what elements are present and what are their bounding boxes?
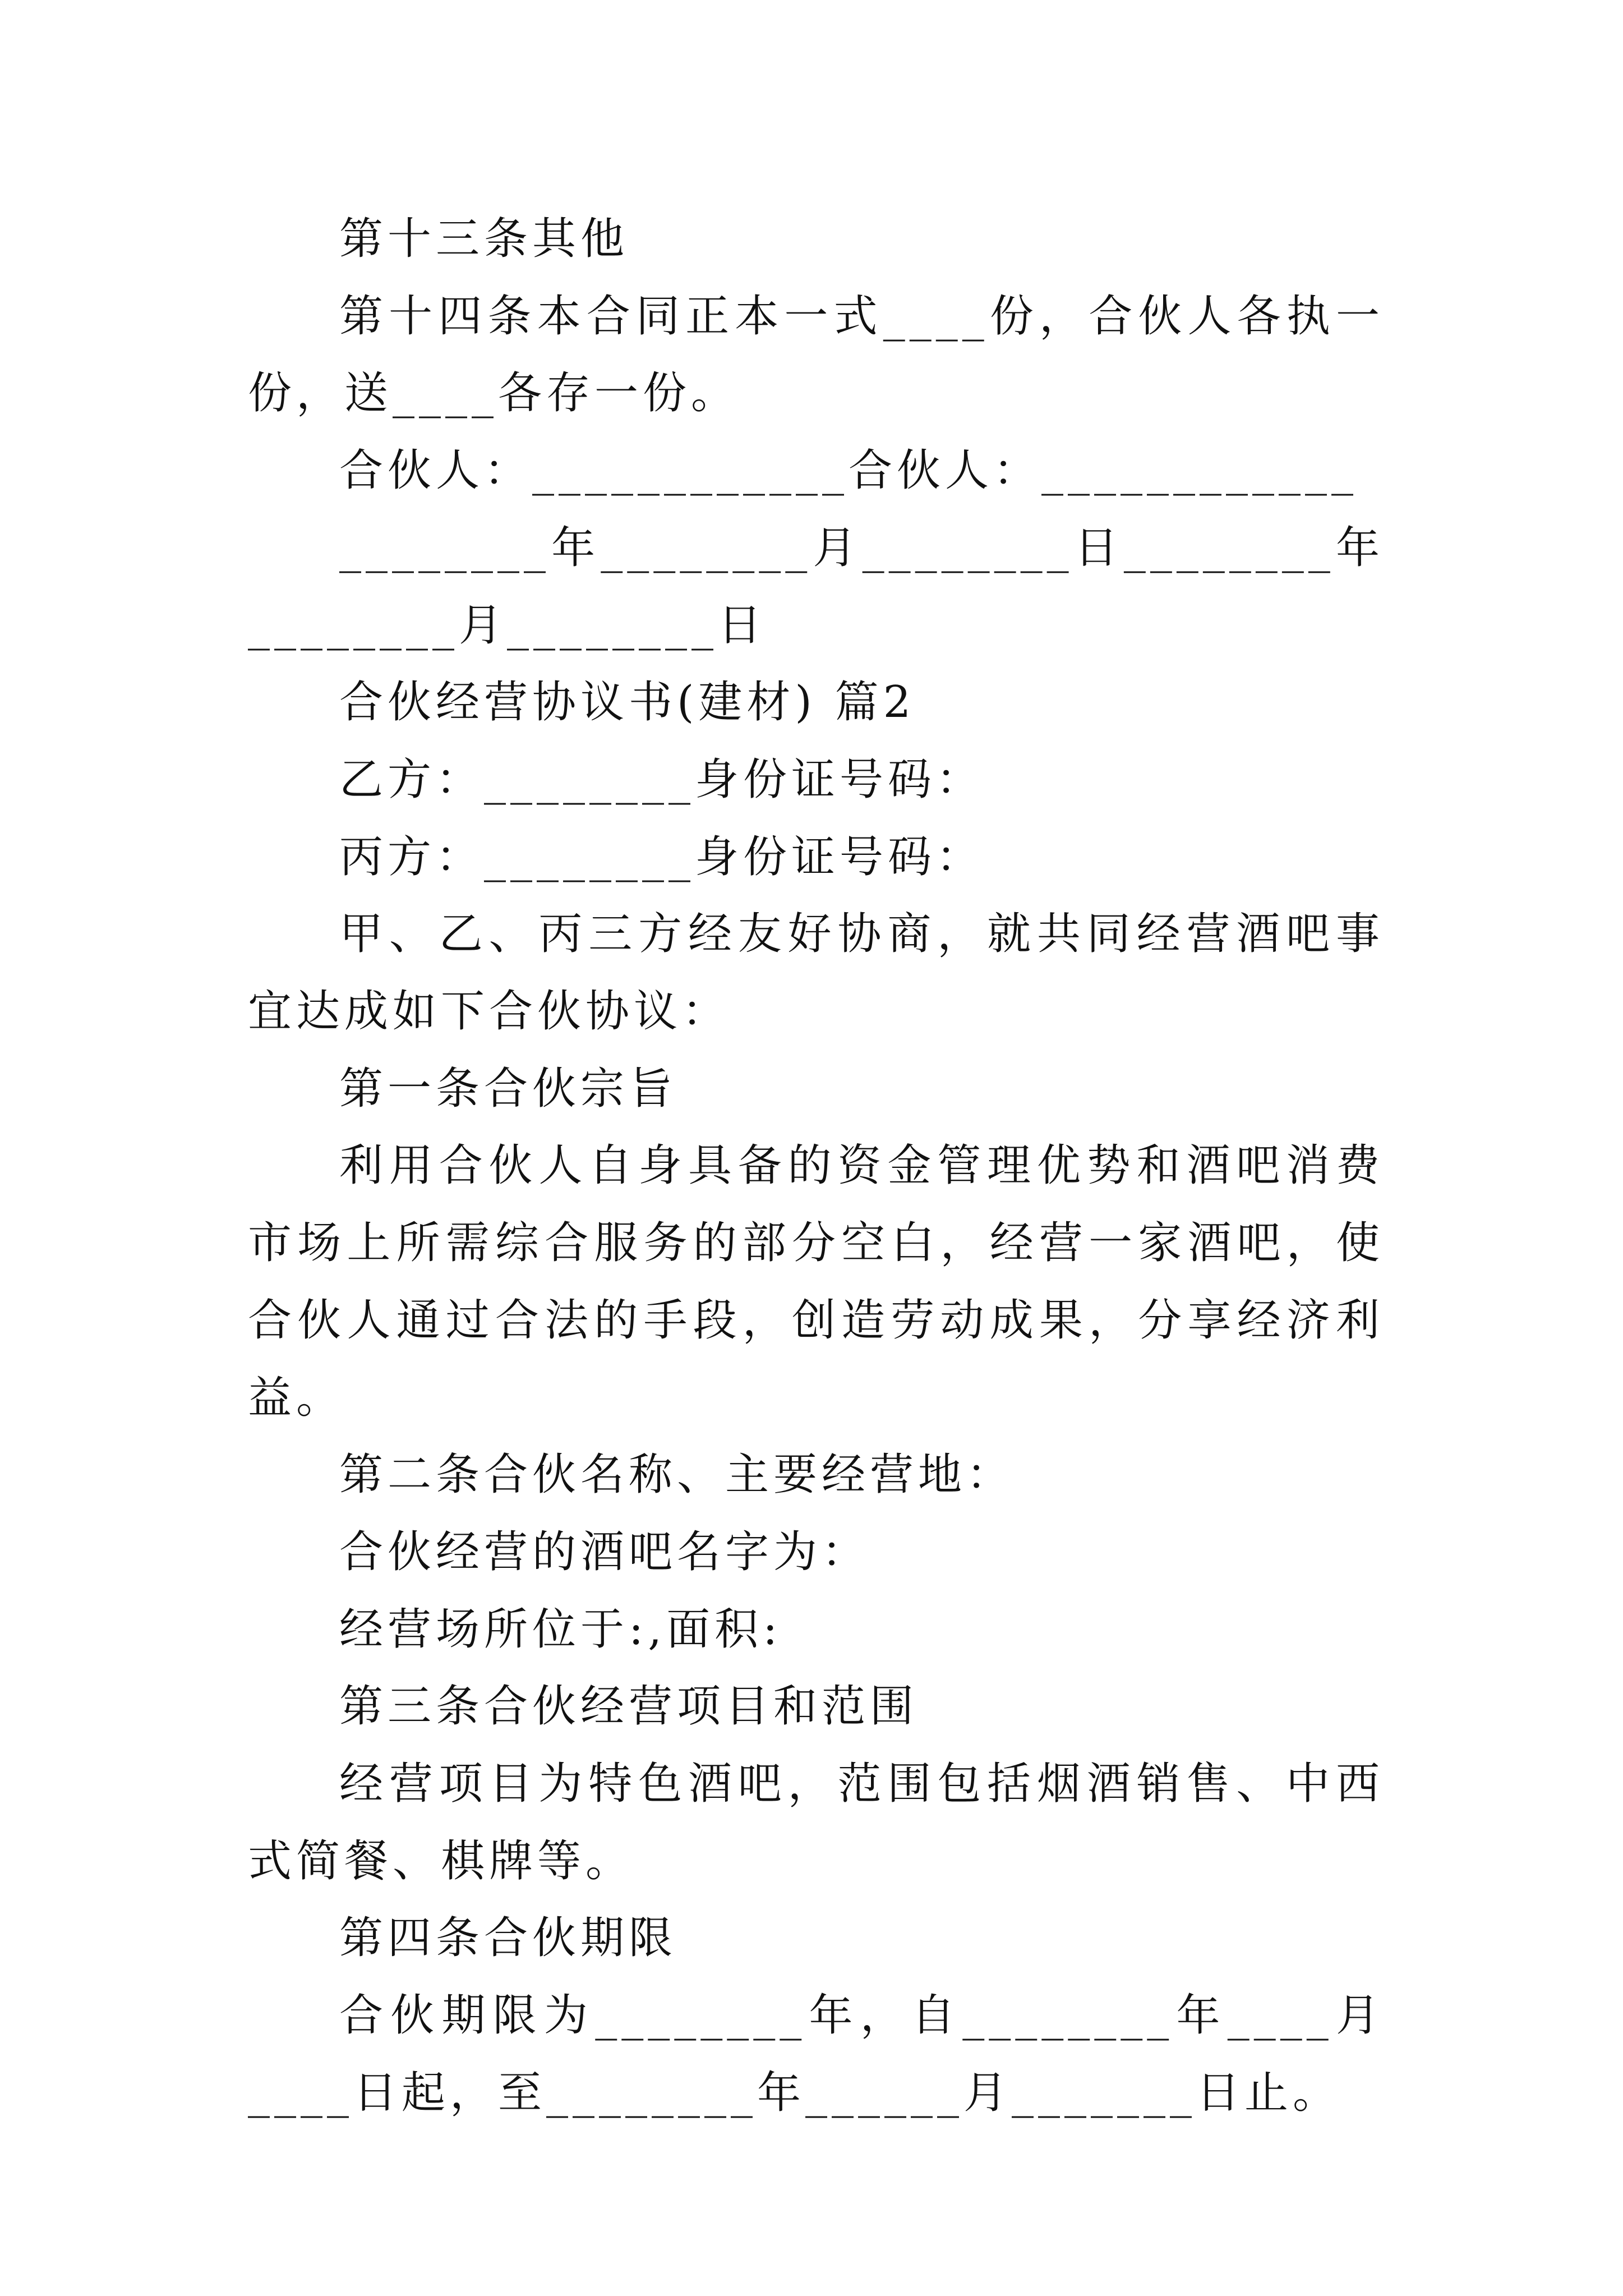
partners-signature-line: 合伙人：____________合伙人：____________ <box>339 445 1358 496</box>
article-13-heading: 第十三条其他 <box>339 214 629 264</box>
article-2-heading: 第二条合伙名称、主要经营地： <box>339 1450 1015 1501</box>
party-b-line: 乙方：________身份证号码： <box>339 754 985 805</box>
document-body <box>248 201 1384 2132</box>
bar-name-line: 合伙经营的酒吧名字为： <box>339 1526 870 1577</box>
article-4-text: 合伙期限为________年，自________年____月____日起，至________年______月_______日止。 <box>248 1990 1384 2118</box>
article-3-heading: 第三条合伙经营项目和范围 <box>339 1681 919 1732</box>
article-4-heading: 第四条合伙期限 <box>339 1913 677 1964</box>
agreement-title-part-2: 合伙经营协议书(建材) 篇2 <box>339 677 916 728</box>
party-c-line: 丙方：________身份证号码： <box>339 831 985 882</box>
location-area-line: 经营场所位于:,面积: <box>339 1604 782 1655</box>
article-3-text: 经营项目为特色酒吧，范围包括烟酒销售、中西式简餐、棋牌等。 <box>248 1759 1384 1887</box>
article-1-heading: 第一条合伙宗旨 <box>339 1063 677 1114</box>
article-14-text: 第十四条本合同正本一式____份，合伙人各执一份，送____各存一份。 <box>248 291 1384 419</box>
signature-date-line: ________年________月________日________年________月________日 <box>248 522 1384 651</box>
article-1-text: 利用合伙人自身具备的资金管理优势和酒吧消费市场上所需综合服务的部分空白，经营一家酒吧，使合伙人通过合法的手段，创造劳动成果，分享经济利益。 <box>248 1140 1384 1423</box>
agreement-preamble: 甲、乙、丙三方经友好协商，就共同经营酒吧事宜达成如下合伙协议： <box>248 909 1384 1037</box>
